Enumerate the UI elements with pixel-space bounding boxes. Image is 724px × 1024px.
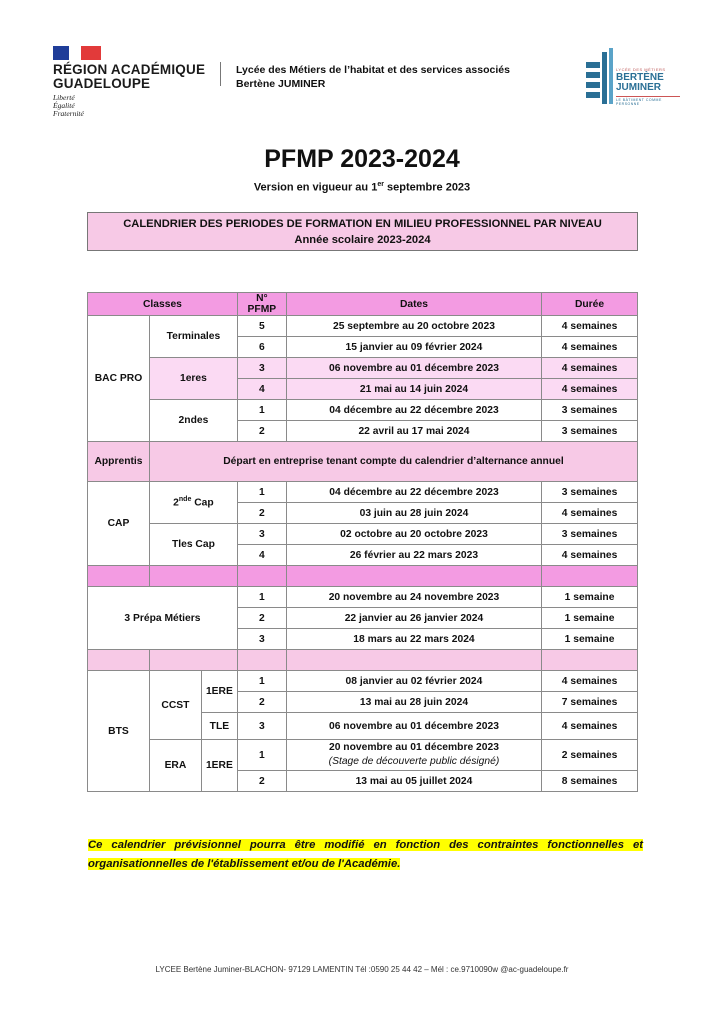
class-2nde-prefix: 2 [173, 497, 179, 509]
pfmp-duree: 4 semaines [542, 358, 638, 379]
pfmp-num: 1 [237, 740, 286, 771]
pfmp-duree: 3 semaines [542, 400, 638, 421]
pfmp-dates: 20 novembre au 24 novembre 2023 [286, 587, 541, 608]
table-row [88, 316, 638, 337]
school-logo-name1: BERTÈNE [616, 72, 664, 83]
pfmp-dates-note: (Stage de découverte public désigné) [328, 756, 500, 767]
group-bts: BTS [88, 671, 150, 792]
pfmp-dates: 22 avril au 17 mai 2024 [286, 421, 541, 442]
separator-row [88, 650, 638, 671]
school-logo [578, 40, 680, 130]
version-line [0, 181, 724, 194]
pfmp-dates: 04 décembre au 22 décembre 2023 [286, 482, 541, 503]
group-3-prepa-metiers: 3 Prépa Métiers [88, 587, 238, 650]
version-prefix: Version en vigueur au 1 [253, 181, 378, 194]
table-row [88, 358, 638, 379]
class-era: ERA [149, 740, 201, 792]
table-header-row [88, 293, 638, 316]
pfmp-dates: 21 mai au 14 juin 2024 [286, 379, 541, 400]
school-name-line2: Bertène JUMINER [236, 78, 326, 90]
table-row [88, 524, 638, 545]
pfmp-dates: 08 janvier au 02 février 2024 [286, 671, 541, 692]
class-ccst: CCST [149, 671, 201, 740]
school-logo-top: LYCÉE DES MÉTIERS [616, 67, 666, 72]
level-era-1ere: 1ERE [201, 740, 237, 792]
pfmp-num: 3 [237, 524, 286, 545]
pfmp-dates: 13 mai au 05 juillet 2024 [286, 771, 541, 792]
table-row [88, 671, 638, 692]
header-divider [220, 62, 221, 86]
pfmp-duree: 8 semaines [542, 771, 638, 792]
level-ccst-tle: TLE [201, 713, 237, 740]
class-2nde-suffix: Cap [191, 497, 214, 509]
pfmp-duree: 4 semaines [542, 316, 638, 337]
class-2nde-sup: nde [178, 496, 192, 504]
version-suffix: septembre 2023 [383, 181, 471, 194]
pfmp-num: 2 [237, 608, 286, 629]
banner-title: CALENDRIER DES PERIODES DE FORMATION EN MILIEU PROFESSIONNEL PAR NIVEAU [123, 218, 602, 230]
pfmp-duree: 1 semaine [542, 608, 638, 629]
pfmp-calendar-table [87, 292, 638, 792]
class-2nde-cap [149, 482, 237, 524]
pfmp-num: 3 [237, 358, 286, 379]
pfmp-dates: 15 janvier au 09 février 2024 [286, 337, 541, 358]
banner-school-year: Année scolaire 2023-2024 [294, 234, 431, 246]
pfmp-duree: 3 semaines [542, 482, 638, 503]
pfmp-dates: 26 février au 22 mars 2023 [286, 545, 541, 566]
pfmp-num: 6 [237, 337, 286, 358]
pfmp-dates-text: 20 novembre au 01 décembre 2023 [328, 742, 499, 753]
pfmp-dates: 03 juin au 28 juin 2024 [286, 503, 541, 524]
pfmp-num: 3 [237, 713, 286, 740]
pfmp-dates: 06 novembre au 01 décembre 2023 [286, 713, 541, 740]
pfmp-duree: 1 semaine [542, 629, 638, 650]
table-row [88, 482, 638, 503]
pfmp-duree: 4 semaines [542, 503, 638, 524]
pfmp-num: 2 [237, 692, 286, 713]
pfmp-duree: 3 semaines [542, 421, 638, 442]
pfmp-num: 1 [237, 482, 286, 503]
pfmp-num: 1 [237, 587, 286, 608]
table-row [88, 740, 638, 771]
republic-motto: Liberté Égalité Fraternité [53, 93, 84, 118]
pfmp-duree: 1 semaine [542, 587, 638, 608]
pfmp-duree: 2 semaines [542, 740, 638, 771]
class-terminales: Terminales [149, 316, 237, 358]
school-logo-tagline: LE BÂTIMENT COMME PERSONNE [616, 96, 680, 106]
pfmp-num: 2 [237, 771, 286, 792]
french-flag-icon [53, 46, 101, 60]
class-1eres: 1eres [149, 358, 237, 400]
pfmp-dates: 06 novembre au 01 décembre 2023 [286, 358, 541, 379]
region-academique-logo [40, 38, 220, 126]
table-row [88, 587, 638, 608]
pfmp-num: 1 [237, 400, 286, 421]
pfmp-duree: 4 semaines [542, 671, 638, 692]
pfmp-dates: 25 septembre au 20 octobre 2023 [286, 316, 541, 337]
class-2ndes: 2ndes [149, 400, 237, 442]
pfmp-duree: 4 semaines [542, 545, 638, 566]
pfmp-num: 4 [237, 545, 286, 566]
pfmp-dates: 04 décembre au 22 décembre 2023 [286, 400, 541, 421]
table-row-apprentis [88, 442, 638, 482]
pfmp-duree: 3 semaines [542, 524, 638, 545]
header-num-pfmp: N° PFMP [237, 293, 286, 316]
pfmp-duree: 4 semaines [542, 379, 638, 400]
pfmp-num: 3 [237, 629, 286, 650]
header-dates: Dates [286, 293, 541, 316]
disclaimer-text: Ce calendrier prévisionnel pourra être modifié en fonction des contraintes fonctionnelles et organisationnelles de l'établissement et/ou de l'Académie. [88, 839, 643, 870]
disclaimer-note [88, 836, 643, 874]
calendar-banner [87, 212, 638, 251]
pfmp-duree: 4 semaines [542, 713, 638, 740]
version-sup: er [377, 181, 384, 188]
pfmp-dates [286, 740, 541, 771]
pfmp-dates: 22 janvier au 26 janvier 2024 [286, 608, 541, 629]
header-duree: Durée [542, 293, 638, 316]
school-logo-name [616, 73, 664, 93]
table-row [88, 400, 638, 421]
level-ccst-1ere: 1ERE [201, 671, 237, 713]
pfmp-dates: 02 octobre au 20 octobre 2023 [286, 524, 541, 545]
group-bac-pro: BAC PRO [88, 316, 150, 442]
header-classes: Classes [88, 293, 238, 316]
group-cap: CAP [88, 482, 150, 566]
pfmp-num: 2 [237, 421, 286, 442]
separator-row [88, 566, 638, 587]
group-apprentis: Apprentis [88, 442, 150, 482]
footer-address: LYCEE Bertène Juminer-BLACHON- 97129 LAMENTIN Tél :0590 25 44 42 – Mél : ce.9710090w @ac-guadeloupe.fr [155, 965, 569, 974]
page-title: PFMP 2023-2024 [264, 145, 460, 173]
pfmp-duree: 7 semaines [542, 692, 638, 713]
school-name [236, 63, 510, 91]
pfmp-dates: 18 mars au 22 mars 2024 [286, 629, 541, 650]
apprentis-text: Départ en entreprise tenant compte du calendrier d’alternance annuel [149, 442, 637, 482]
class-tles-cap: Tles Cap [149, 524, 237, 566]
school-name-line1: Lycée des Métiers de l’habitat et des services associés [236, 64, 510, 76]
pfmp-duree: 4 semaines [542, 337, 638, 358]
pfmp-num: 4 [237, 379, 286, 400]
region-name: RÉGION ACADÉMIQUE GUADELOUPE [53, 62, 206, 91]
pfmp-num: 1 [237, 671, 286, 692]
school-logo-name2: JUMINER [616, 82, 662, 93]
pfmp-dates: 13 mai au 28 juin 2024 [286, 692, 541, 713]
pfmp-num: 5 [237, 316, 286, 337]
pfmp-num: 2 [237, 503, 286, 524]
